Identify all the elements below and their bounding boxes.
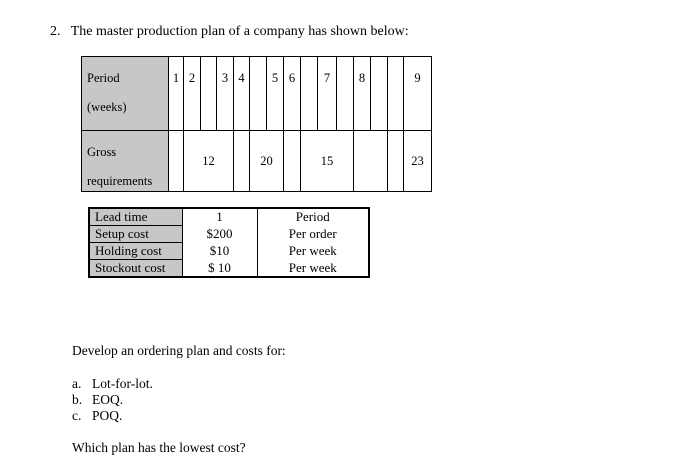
period-cell <box>388 57 404 131</box>
requirements-label: requirements <box>87 174 153 188</box>
option-item <box>72 392 123 408</box>
period-cell: 1 <box>169 57 184 131</box>
cost-label: Lead time <box>89 208 182 226</box>
period-cell: 5 <box>267 57 284 131</box>
cost-unit: Per week <box>257 260 369 278</box>
question-title <box>50 24 409 40</box>
cost-value: $10 <box>182 243 257 260</box>
requirement-cell <box>354 131 388 192</box>
requirement-cell <box>388 131 404 192</box>
cost-row <box>89 260 369 278</box>
cost-unit: Per order <box>257 226 369 243</box>
requirement-cell: 20 <box>250 131 284 192</box>
requirement-cell <box>234 131 250 192</box>
cost-row <box>89 243 369 260</box>
period-cell <box>337 57 354 131</box>
option-item <box>72 408 122 424</box>
gross-label: Gross <box>87 145 117 159</box>
cost-row <box>89 226 369 243</box>
option-text: POQ. <box>92 408 123 423</box>
gross-requirements-label-cell <box>82 131 169 192</box>
cost-row <box>89 208 369 226</box>
period-label: Period <box>87 71 120 85</box>
closing-question: Which plan has the lowest cost? <box>72 440 246 455</box>
period-cell: 6 <box>284 57 301 131</box>
requirement-cell: 12 <box>184 131 234 192</box>
period-cell <box>201 57 217 131</box>
period-cell: 8 <box>354 57 371 131</box>
question-text: The master production plan of a company has shown below: <box>70 24 409 39</box>
requirement-cell <box>284 131 301 192</box>
requirement-cell: 23 <box>404 131 432 192</box>
cost-unit: Period <box>257 208 369 226</box>
weeks-label: (weeks) <box>87 100 127 114</box>
period-cell: 4 <box>234 57 250 131</box>
question-number: 2. <box>50 24 61 39</box>
cost-label: Stockout cost <box>89 260 182 278</box>
option-marker: c. <box>72 408 82 423</box>
option-item <box>72 376 153 392</box>
period-row <box>82 57 432 131</box>
option-marker: a. <box>72 376 82 391</box>
gross-requirements-row <box>82 131 432 192</box>
cost-label: Setup cost <box>89 226 182 243</box>
instruction-text: Develop an ordering plan and costs for: <box>72 343 286 358</box>
cost-parameters-table <box>88 207 370 278</box>
cost-label: Holding cost <box>89 243 182 260</box>
period-cell: 9 <box>404 57 432 131</box>
cost-value: $200 <box>182 226 257 243</box>
period-label-cell <box>82 57 169 131</box>
option-text: Lot-for-lot. <box>92 376 153 391</box>
cost-value: $ 10 <box>182 260 257 278</box>
period-cell <box>371 57 388 131</box>
period-cell: 7 <box>318 57 337 131</box>
option-marker: b. <box>72 392 83 407</box>
period-cell <box>301 57 318 131</box>
period-cell: 2 <box>184 57 201 131</box>
period-cell: 3 <box>217 57 234 131</box>
cost-value: 1 <box>182 208 257 226</box>
option-text: EOQ. <box>92 392 124 407</box>
master-production-table <box>81 56 432 192</box>
requirement-cell <box>169 131 184 192</box>
cost-unit: Per week <box>257 243 369 260</box>
period-cell <box>250 57 267 131</box>
requirement-cell: 15 <box>301 131 354 192</box>
